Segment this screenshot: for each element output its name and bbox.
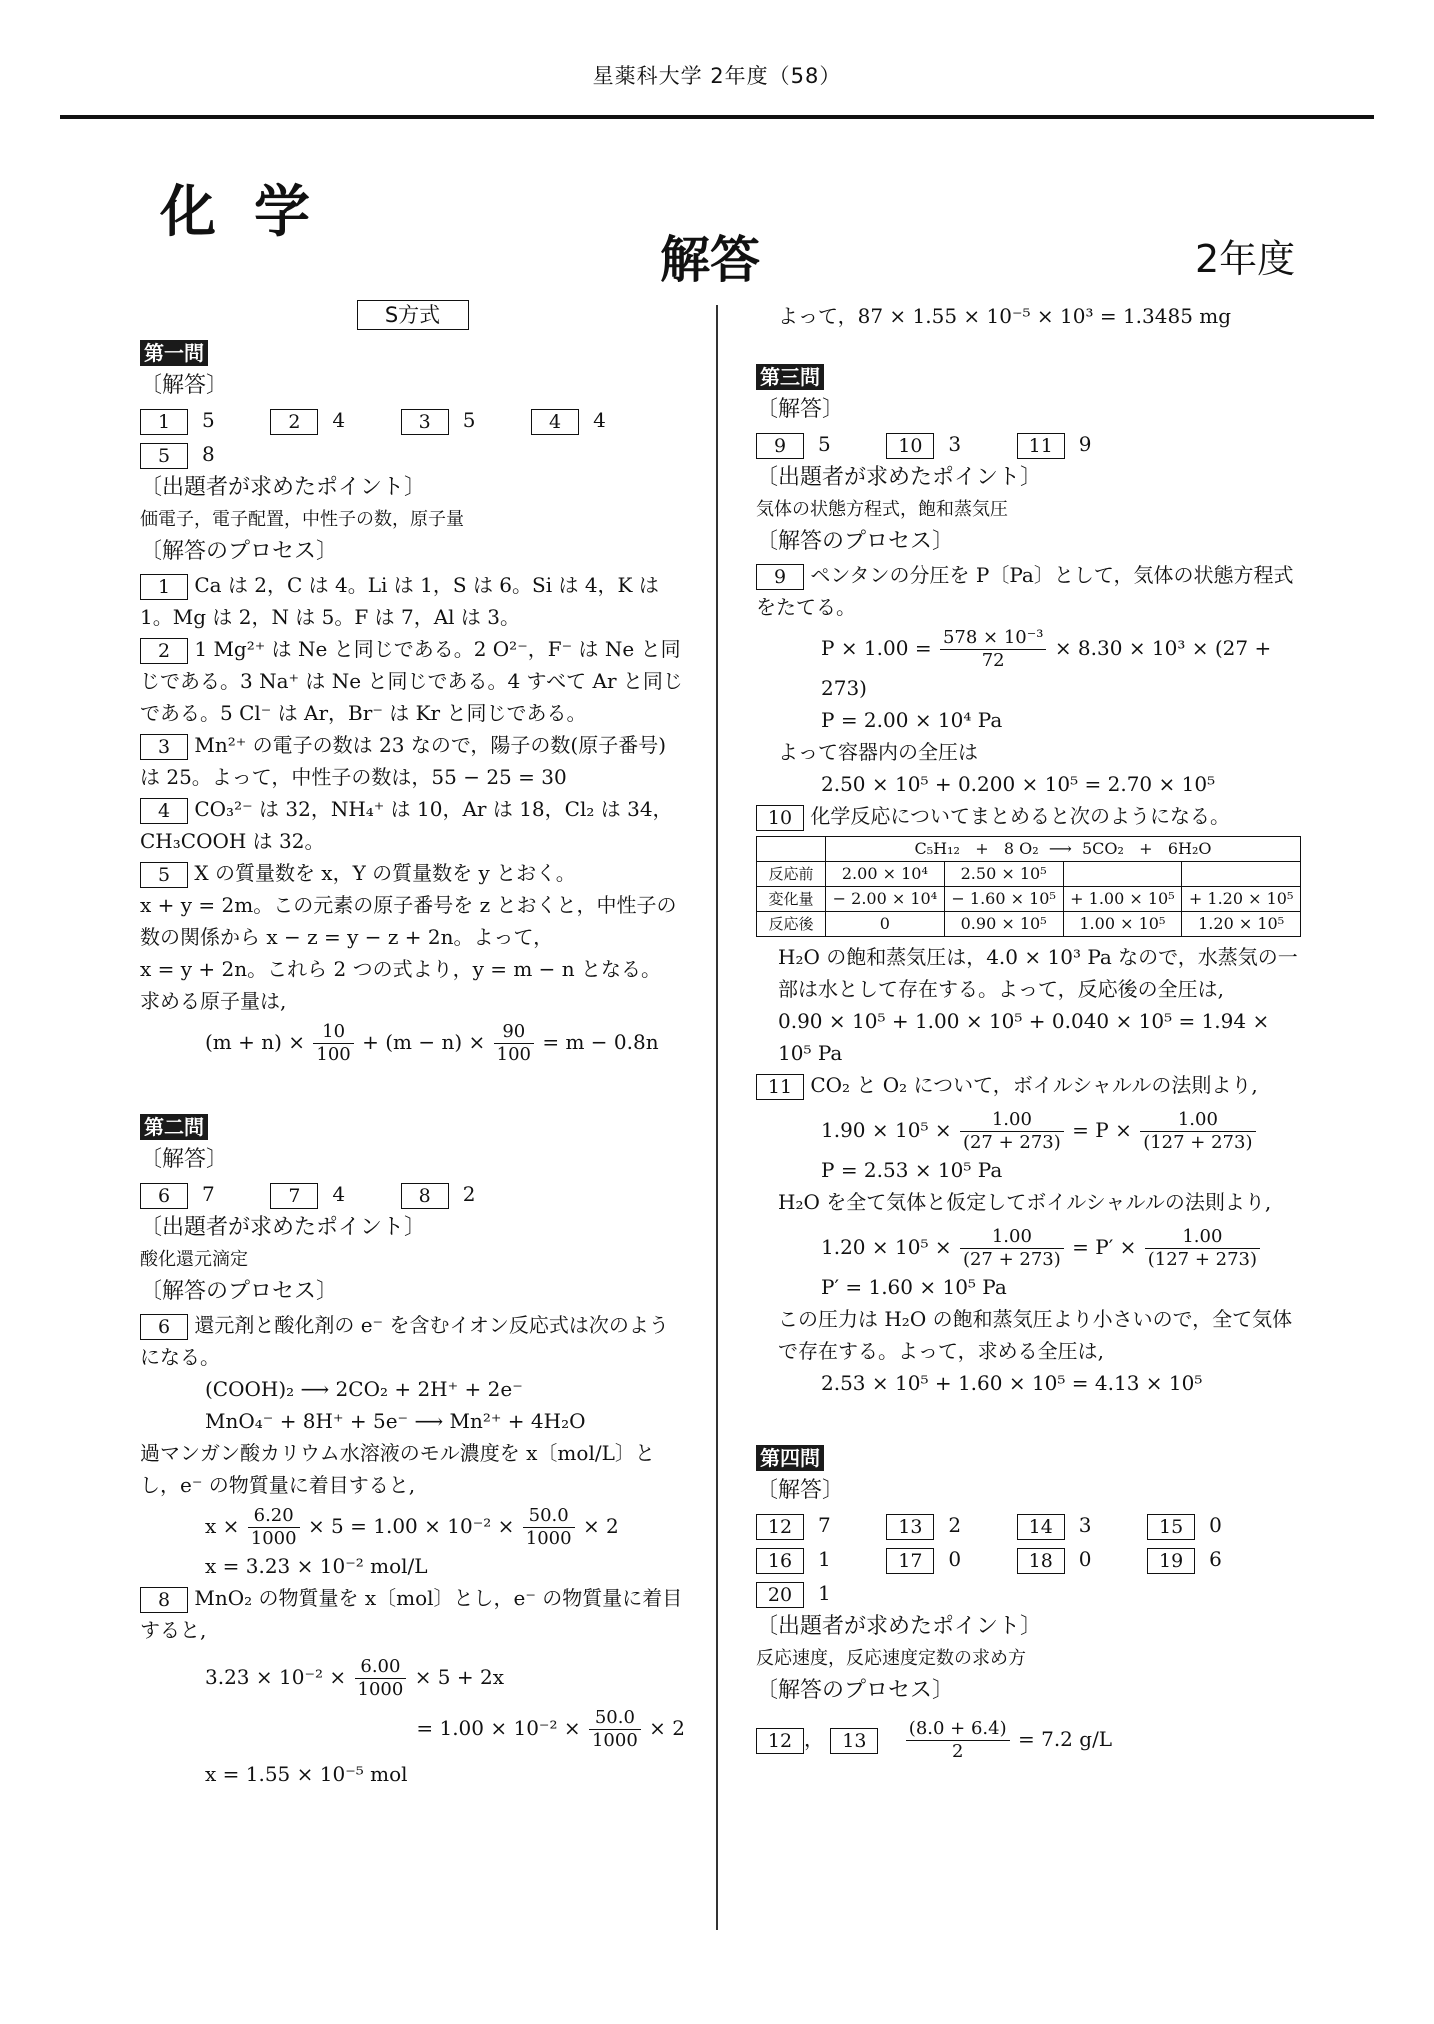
answer-box: 9 xyxy=(756,433,804,459)
answer-value: 8 xyxy=(202,442,215,466)
q1-answers-row1 xyxy=(140,403,685,437)
q2-process-6b: 過マンガン酸カリウム水溶液のモル濃度を x〔mol/L〕とし，e⁻ の物質量に着目すると, xyxy=(140,1441,655,1497)
q2-heading: 第二問 xyxy=(140,1114,208,1140)
answer-title: 解答 xyxy=(660,231,760,289)
answer-box: 2 xyxy=(140,638,188,664)
q2-result-8: x = 1.55 × 10⁻⁵ mol xyxy=(205,1762,408,1786)
q3-text-11c: この圧力は H₂O の飽和蒸気圧より小さいので，全て気体で存在する。よって，求める全圧は, xyxy=(778,1307,1293,1363)
process-text: MnO₂ の物質量を x〔mol〕とし，e⁻ の物質量に着目すると, xyxy=(140,1586,683,1642)
header-rule xyxy=(60,115,1374,119)
answer-value: 3 xyxy=(1078,1513,1092,1537)
process-text: Ca は 2，C は 4。Li は 1，S は 6。Si は 4，K は 1。Mg は 2，N は 5。F は 7，Al は 3。 xyxy=(140,573,659,629)
q3-total-9: 2.50 × 10⁵ + 0.200 × 10⁵ = 2.70 × 10⁵ xyxy=(821,772,1216,796)
answer-box: 5 xyxy=(140,862,188,888)
table-cell xyxy=(826,837,1301,862)
denominator: 1000 xyxy=(525,1528,572,1549)
process-text: Mn²⁺ の電子の数は 23 なので，陽子の数(原子番号)は 25。よって，中性子の数は，55 − 25 = 30 xyxy=(140,733,667,789)
answer-box: 1 xyxy=(140,409,188,435)
q1-process-2 xyxy=(140,633,685,729)
reaction-table xyxy=(756,836,1301,937)
answer-box: 13 xyxy=(830,1728,878,1754)
eq-part: = m − 0.8n xyxy=(542,1030,659,1054)
numerator: 1.00 xyxy=(1140,1109,1255,1132)
q2-answers-row xyxy=(140,1177,685,1211)
q3-process-label: 〔解答のプロセス〕 xyxy=(756,529,955,554)
q3-result-11a: P = 2.53 × 10⁵ Pa xyxy=(821,1158,1003,1182)
answer-box: 2 xyxy=(270,409,318,435)
answer-value: 7 xyxy=(202,1182,215,1206)
answer-box: 1 xyxy=(140,574,188,600)
answer-value: 6 xyxy=(1209,1547,1222,1571)
table-row xyxy=(757,887,1301,912)
q2-equation-8a xyxy=(140,1656,685,1701)
eq-part: = P′ × xyxy=(1072,1235,1137,1259)
q4-heading: 第四問 xyxy=(756,1445,824,1471)
q1-process-1 xyxy=(140,569,685,633)
process-text: 1 Mg²⁺ は Ne と同じである。2 O²⁻，F⁻ は Ne と同じである。3 Na⁺ は Ne と同じである。4 すべて Ar と同じである。5 Cl⁻ は Ar，Br⁻ は Kr と同じである。 xyxy=(140,637,683,725)
answer-value: 0 xyxy=(1078,1547,1092,1571)
q3-result-11b: P′ = 1.60 × 10⁵ Pa xyxy=(821,1275,1007,1299)
q1-answer-label: 〔解答〕 xyxy=(140,373,229,398)
answer-value: 5 xyxy=(818,432,831,456)
denominator: (127 + 273) xyxy=(1143,1132,1253,1153)
table-cell: 0 xyxy=(826,912,945,937)
answer-value: 9 xyxy=(1078,432,1092,456)
eq-part: 1.20 × 10⁵ × xyxy=(821,1235,952,1259)
process-text: 化学反応についてまとめると次のようになる。 xyxy=(810,804,1230,828)
q4-answers-row3 xyxy=(756,1576,1301,1610)
table-cell: + 1.00 × 10⁵ xyxy=(1063,887,1182,912)
arrow: ⟶ xyxy=(1048,839,1072,858)
answer-box: 15 xyxy=(1147,1514,1195,1540)
q3-text-11b: H₂O を全て気体と仮定してボイルシャルルの法則より, xyxy=(778,1190,1272,1214)
numerator: 50.0 xyxy=(589,1707,641,1730)
answer-value: 2 xyxy=(948,1513,962,1537)
q1-process-3 xyxy=(140,729,685,793)
q1-heading: 第一問 xyxy=(140,340,208,366)
q4-point-text: 反応速度，反応速度定数の求め方 xyxy=(756,1648,1026,1669)
numerator: 50.0 xyxy=(523,1505,575,1528)
numerator: (8.0 + 6.4) xyxy=(906,1718,1010,1741)
q3-point-text: 気体の状態方程式，飽和蒸気圧 xyxy=(756,499,1008,520)
q4-process-label: 〔解答のプロセス〕 xyxy=(756,1678,955,1703)
answer-value: 0 xyxy=(948,1547,962,1571)
q3-text-9b: よって容器内の全圧は xyxy=(778,740,978,764)
process-text: X の質量数を x，Y の質量数を y とおく。 xyxy=(194,861,576,885)
answer-box: 5 xyxy=(140,443,188,469)
answer-box: 13 xyxy=(886,1514,934,1540)
q4-process-12-13 xyxy=(756,1718,1301,1763)
denominator: 100 xyxy=(496,1044,531,1065)
answer-box: 6 xyxy=(140,1183,188,1209)
answer-value: 5 xyxy=(462,408,476,432)
answer-value: 1 xyxy=(818,1581,831,1605)
answer-box: 17 xyxy=(886,1548,934,1574)
q4-point-label: 〔出題者が求めたポイント〕 xyxy=(756,1614,1043,1639)
table-cell xyxy=(1182,862,1301,887)
answer-box: 18 xyxy=(1017,1548,1065,1574)
process-text: CO₃²⁻ は 32，NH₄⁺ は 10，Ar は 18，Cl₂ は 34，CH₃COOH は 32。 xyxy=(140,797,673,853)
answer-box: 20 xyxy=(756,1582,804,1608)
table-row xyxy=(757,862,1301,887)
answer-box: 8 xyxy=(401,1183,449,1209)
eq-part: x × xyxy=(205,1514,240,1538)
process-text: CO₂ と O₂ について，ボイルシャルルの法則より, xyxy=(810,1073,1258,1097)
q3-answer-label: 〔解答〕 xyxy=(756,397,845,422)
left-column xyxy=(140,300,685,1790)
answer-box: 9 xyxy=(756,564,804,590)
answer-value: 0 xyxy=(1209,1513,1222,1537)
separator: ， xyxy=(804,1727,824,1751)
answer-value: 2 xyxy=(462,1182,476,1206)
process-text: ペンタンの分圧を P〔Pa〕として，気体の状態方程式をたてる。 xyxy=(756,563,1294,619)
q3-total-10: 0.90 × 10⁵ + 1.00 × 10⁵ + 0.040 × 10⁵ = 1.94 × 10⁵ Pa xyxy=(778,1009,1270,1065)
q1-process-5d: 求める原子量は, xyxy=(140,989,287,1013)
fraction xyxy=(906,1718,1010,1763)
numerator: 6.00 xyxy=(355,1656,407,1679)
table-cell: 反応後 xyxy=(757,912,826,937)
q3-process-11 xyxy=(756,1069,1301,1101)
q3-equation-9 xyxy=(756,627,1301,704)
denominator: 100 xyxy=(316,1044,351,1065)
q2-process-8 xyxy=(140,1582,685,1646)
fraction xyxy=(1145,1226,1260,1271)
q3-equation-11b xyxy=(756,1226,1301,1271)
table-cell: + 1.20 × 10⁵ xyxy=(1182,887,1301,912)
answer-box: 10 xyxy=(756,805,804,831)
q2-equation-8b xyxy=(140,1707,685,1752)
answer-value: 3 xyxy=(948,432,962,456)
table-cell: 2.50 × 10⁵ xyxy=(944,862,1063,887)
q1-point-label: 〔出題者が求めたポイント〕 xyxy=(140,475,427,500)
eq-part: + (m − n) × xyxy=(362,1030,486,1054)
species: 8 O₂ xyxy=(1003,839,1039,858)
q1-process-label: 〔解答のプロセス〕 xyxy=(140,539,339,564)
fraction xyxy=(523,1505,575,1550)
eq-part: 3.23 × 10⁻² × xyxy=(205,1665,347,1689)
q2-point-text: 酸化還元滴定 xyxy=(140,1249,248,1270)
reaction-1: (COOH)₂ ⟶ 2CO₂ + 2H⁺ + 2e⁻ xyxy=(205,1377,523,1401)
q2-process-label: 〔解答のプロセス〕 xyxy=(140,1279,339,1304)
plus-sign: + xyxy=(975,839,989,858)
answer-box: 4 xyxy=(531,409,579,435)
answer-box: 14 xyxy=(1017,1514,1065,1540)
table-cell: 2.00 × 10⁴ xyxy=(826,862,945,887)
eq-part: = 1.00 × 10⁻² × xyxy=(416,1716,581,1740)
answer-value: 4 xyxy=(332,1182,346,1206)
table-cell: − 2.00 × 10⁴ xyxy=(826,887,945,912)
q3-text-10b: H₂O の飽和蒸気圧は，4.0 × 10³ Pa なので，水蒸気の一部は水として存在する。よって，反応後の全圧は, xyxy=(778,945,1298,1001)
eq-part: × 2 xyxy=(582,1514,619,1538)
q1-equation xyxy=(140,1021,685,1066)
answer-value: 4 xyxy=(332,408,346,432)
answer-box: 12 xyxy=(756,1728,804,1754)
q1-process-5 xyxy=(140,857,685,889)
answer-box: 8 xyxy=(140,1587,188,1613)
year-label: 2年度 xyxy=(1195,237,1296,281)
denominator: 2 xyxy=(951,1741,964,1762)
answer-box: 16 xyxy=(756,1548,804,1574)
q2-equation-6 xyxy=(140,1505,685,1550)
fraction xyxy=(940,627,1047,672)
q1-process-5b: x + y = 2m。この元素の原子番号を z とおくと，中性子の数の関係から x − z = y − z + 2n。よって， xyxy=(140,893,677,949)
fraction xyxy=(960,1109,1064,1154)
fraction xyxy=(960,1226,1064,1271)
eq-part: P × 1.00 = xyxy=(821,636,932,660)
q2-point-label: 〔出題者が求めたポイント〕 xyxy=(140,1215,427,1240)
table-cell xyxy=(1063,862,1182,887)
q1-point-text: 価電子，電子配置，中性子の数，原子量 xyxy=(140,509,464,530)
fraction xyxy=(589,1707,641,1752)
q3-answers-row xyxy=(756,427,1301,461)
numerator: 10 xyxy=(313,1021,353,1044)
table-cell: 変化量 xyxy=(757,887,826,912)
q4-answer-label: 〔解答〕 xyxy=(756,1478,845,1503)
answer-value: 1 xyxy=(818,1547,831,1571)
q3-equation-11a xyxy=(756,1109,1301,1154)
q4-answers-row2 xyxy=(756,1542,1301,1576)
answer-box: 19 xyxy=(1147,1548,1195,1574)
plus-sign: + xyxy=(1139,839,1153,858)
eq-part: × 2 xyxy=(649,1716,685,1740)
answer-value: 7 xyxy=(818,1513,831,1537)
fraction xyxy=(248,1505,300,1550)
answer-box: 11 xyxy=(756,1074,804,1100)
q3-total-11: 2.53 × 10⁵ + 1.60 × 10⁵ = 4.13 × 10⁵ xyxy=(821,1371,1203,1395)
q3-point-label: 〔出題者が求めたポイント〕 xyxy=(756,465,1043,490)
eq-part: × 8.30 × 10³ × (27 + 273) xyxy=(821,636,1272,700)
q1-answers-row2 xyxy=(140,437,685,471)
method-box: S方式 xyxy=(357,300,469,330)
column-divider xyxy=(716,305,718,1930)
answer-box: 11 xyxy=(1017,433,1065,459)
numerator: 90 xyxy=(494,1021,534,1044)
right-top-line: よって，87 × 1.55 × 10⁻⁵ × 10³ = 1.3485 mg xyxy=(778,304,1232,328)
species: 6H₂O xyxy=(1167,839,1212,858)
numerator: 1.00 xyxy=(960,1226,1064,1249)
q3-heading: 第三問 xyxy=(756,364,824,390)
answer-value: 4 xyxy=(593,408,606,432)
eq-part: 1.90 × 10⁵ × xyxy=(821,1118,952,1142)
answer-box: 4 xyxy=(140,798,188,824)
fraction xyxy=(494,1021,534,1066)
q4-answers-row1 xyxy=(756,1508,1301,1542)
subject-title: 化学 xyxy=(160,180,348,245)
table-cell: 反応前 xyxy=(757,862,826,887)
denominator: 1000 xyxy=(591,1730,638,1751)
q2-answer-label: 〔解答〕 xyxy=(140,1147,229,1172)
eq-part: = 7.2 g/L xyxy=(1017,1727,1113,1751)
numerator: 1.00 xyxy=(960,1109,1064,1132)
answer-box: 3 xyxy=(401,409,449,435)
q1-process-4 xyxy=(140,793,685,857)
species: 5CO₂ xyxy=(1081,839,1124,858)
fraction xyxy=(313,1021,353,1066)
table-cell: 1.20 × 10⁵ xyxy=(1182,912,1301,937)
page-header: 星薬科大学 2年度（58） xyxy=(592,64,842,88)
answer-box: 6 xyxy=(140,1314,188,1340)
numerator: 6.20 xyxy=(248,1505,300,1528)
denominator: 1000 xyxy=(250,1528,297,1549)
reaction-2: MnO₄⁻ + 8H⁺ + 5e⁻ ⟶ Mn²⁺ + 4H₂O xyxy=(205,1409,586,1433)
q3-process-9 xyxy=(756,559,1301,623)
right-column xyxy=(756,300,1301,1763)
table-row xyxy=(757,912,1301,937)
table-cell: 0.90 × 10⁵ xyxy=(944,912,1063,937)
table-cell: − 1.60 × 10⁵ xyxy=(944,887,1063,912)
eq-part: × 5 + 2x xyxy=(414,1665,505,1689)
denominator: (27 + 273) xyxy=(962,1249,1061,1270)
q3-result-9: P = 2.00 × 10⁴ Pa xyxy=(821,708,1003,732)
species: C₅H₁₂ xyxy=(914,839,960,858)
eq-part: = P × xyxy=(1072,1118,1132,1142)
eq-part: (m + n) × xyxy=(205,1030,306,1054)
answer-box: 3 xyxy=(140,734,188,760)
q2-process-6 xyxy=(140,1309,685,1373)
answer-box: 7 xyxy=(270,1183,318,1209)
table-cell: 1.00 × 10⁵ xyxy=(1063,912,1182,937)
q3-process-10 xyxy=(756,800,1301,832)
answer-value: 5 xyxy=(202,408,215,432)
numerator: 578 × 10⁻³ xyxy=(940,627,1047,650)
denominator: 1000 xyxy=(357,1679,404,1700)
numerator: 1.00 xyxy=(1145,1226,1260,1249)
answer-box: 12 xyxy=(756,1514,804,1540)
table-cell xyxy=(757,837,826,862)
denominator: (127 + 273) xyxy=(1147,1249,1258,1270)
fraction xyxy=(355,1656,407,1701)
q1-process-5c: x = y + 2n。これら 2 つの式より，y = m − n となる。 xyxy=(140,957,662,981)
fraction xyxy=(1140,1109,1255,1154)
answer-box: 10 xyxy=(886,433,934,459)
q2-result-6: x = 3.23 × 10⁻² mol/L xyxy=(205,1554,428,1578)
eq-part: × 5 = 1.00 × 10⁻² × xyxy=(307,1514,515,1538)
denominator: 72 xyxy=(981,650,1005,671)
table-header-row xyxy=(757,837,1301,862)
denominator: (27 + 273) xyxy=(962,1132,1061,1153)
process-text: 還元剤と酸化剤の e⁻ を含むイオン反応式は次のようになる。 xyxy=(140,1313,669,1369)
